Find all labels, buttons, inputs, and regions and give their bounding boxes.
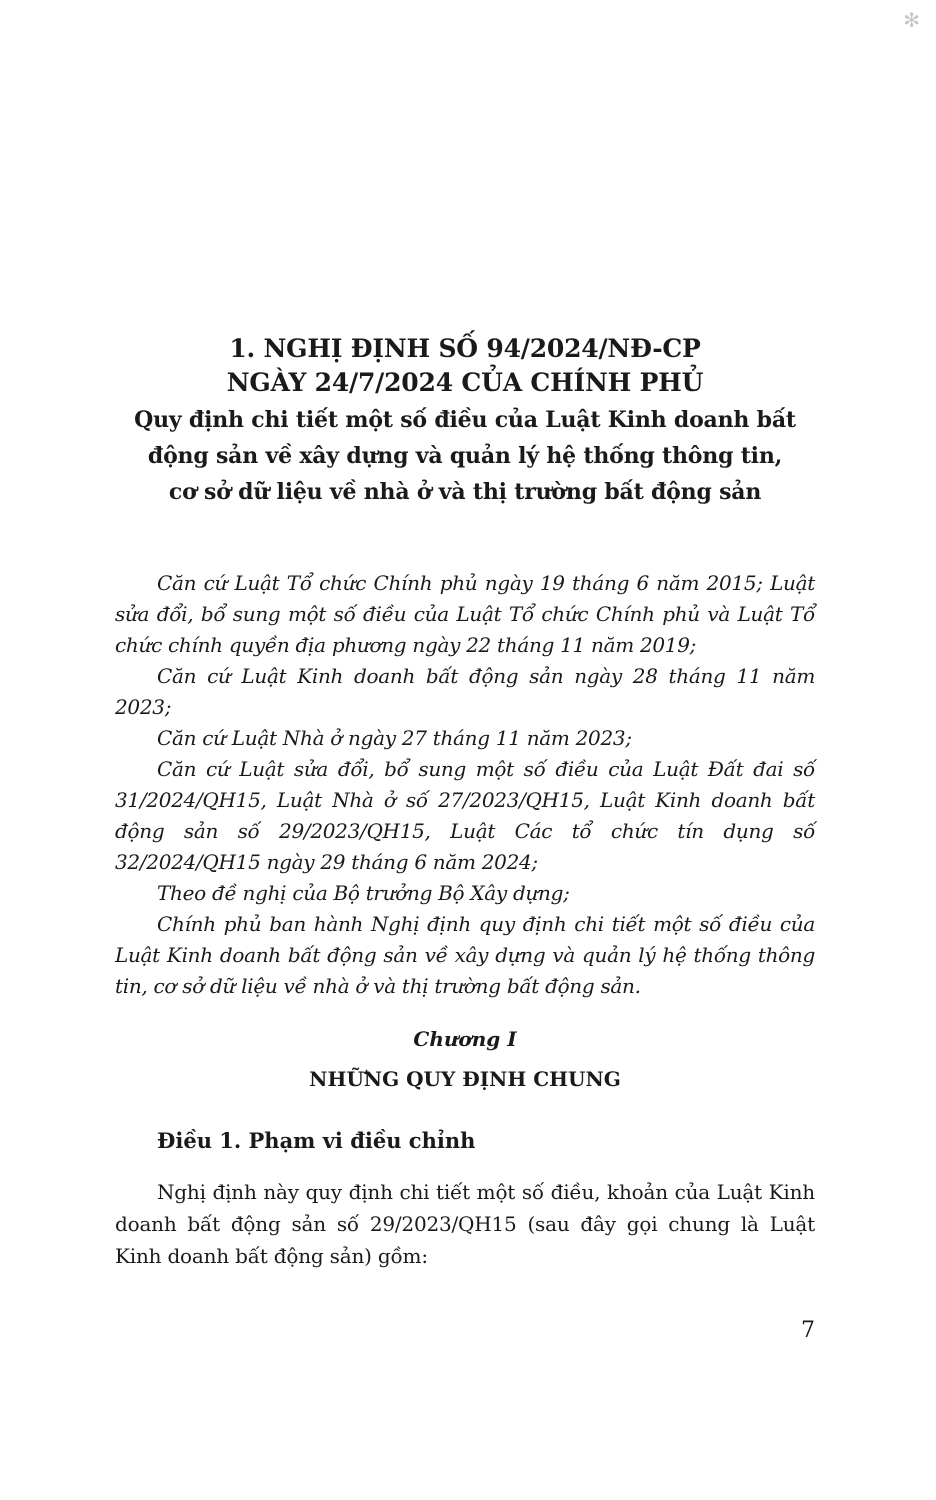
chapter-title: NHỮNG QUY ĐỊNH CHUNG: [309, 1067, 621, 1091]
preamble-paragraph: Căn cứ Luật Nhà ở ngày 27 tháng 11 năm 2023;: [157, 726, 632, 750]
preamble: [115, 568, 815, 1002]
page-content: [115, 332, 815, 1272]
subtitle-line: cơ sở dữ liệu về nhà ở và thị trường bất động sản: [168, 479, 762, 505]
title-line: 1. NGHỊ ĐỊNH SỐ 94/2024/NĐ-CP: [229, 334, 701, 363]
corner-flower-mark: ✻: [903, 8, 920, 32]
page-number: 7: [801, 1318, 815, 1343]
subtitle-line: động sản về xây dựng và quản lý hệ thống thông tin,: [147, 443, 783, 469]
article-heading: Điều 1. Phạm vi điều chỉnh: [157, 1128, 476, 1153]
decree-subtitle: [115, 402, 815, 510]
preamble-paragraph: Căn cứ Luật sửa đổi, bổ sung một số điều của Luật Đất đai số 31/2024/QH15, Luật Nhà ở số 27/2023/QH15, Luật Kinh doanh bất động sản số 29/2023/QH15, Luật Các tổ chức tín dụng số 32/2024/QH15 ngày 29 tháng 6 năm 2024;: [115, 757, 815, 874]
subtitle-line: Quy định chi tiết một số điều của Luật Kinh doanh bất: [134, 407, 796, 433]
article-body: Nghị định này quy định chi tiết một số điều, khoản của Luật Kinh doanh bất động sản số 29/2023/QH15 (sau đây gọi chung là Luật Kinh doanh bất động sản) gồm:: [115, 1180, 815, 1268]
preamble-paragraph: Chính phủ ban hành Nghị định quy định chi tiết một số điều của Luật Kinh doanh bất động sản về xây dựng và quản lý hệ thống thông tin, cơ sở dữ liệu về nhà ở và thị trường bất động sản.: [115, 912, 815, 998]
preamble-paragraph: Theo đề nghị của Bộ trưởng Bộ Xây dựng;: [157, 881, 570, 905]
decree-title: [115, 332, 815, 400]
chapter-label: Chương I: [413, 1027, 517, 1051]
preamble-paragraph: Căn cứ Luật Kinh doanh bất động sản ngày 28 tháng 11 năm 2023;: [115, 664, 815, 719]
preamble-paragraph: Căn cứ Luật Tổ chức Chính phủ ngày 19 tháng 6 năm 2015; Luật sửa đổi, bổ sung một số điều của Luật Tổ chức Chính phủ và Luật Tổ chức chính quyền địa phương ngày 22 tháng 11 năm 2019;: [115, 571, 815, 657]
title-line: NGÀY 24/7/2024 CỦA CHÍNH PHỦ: [226, 368, 704, 397]
